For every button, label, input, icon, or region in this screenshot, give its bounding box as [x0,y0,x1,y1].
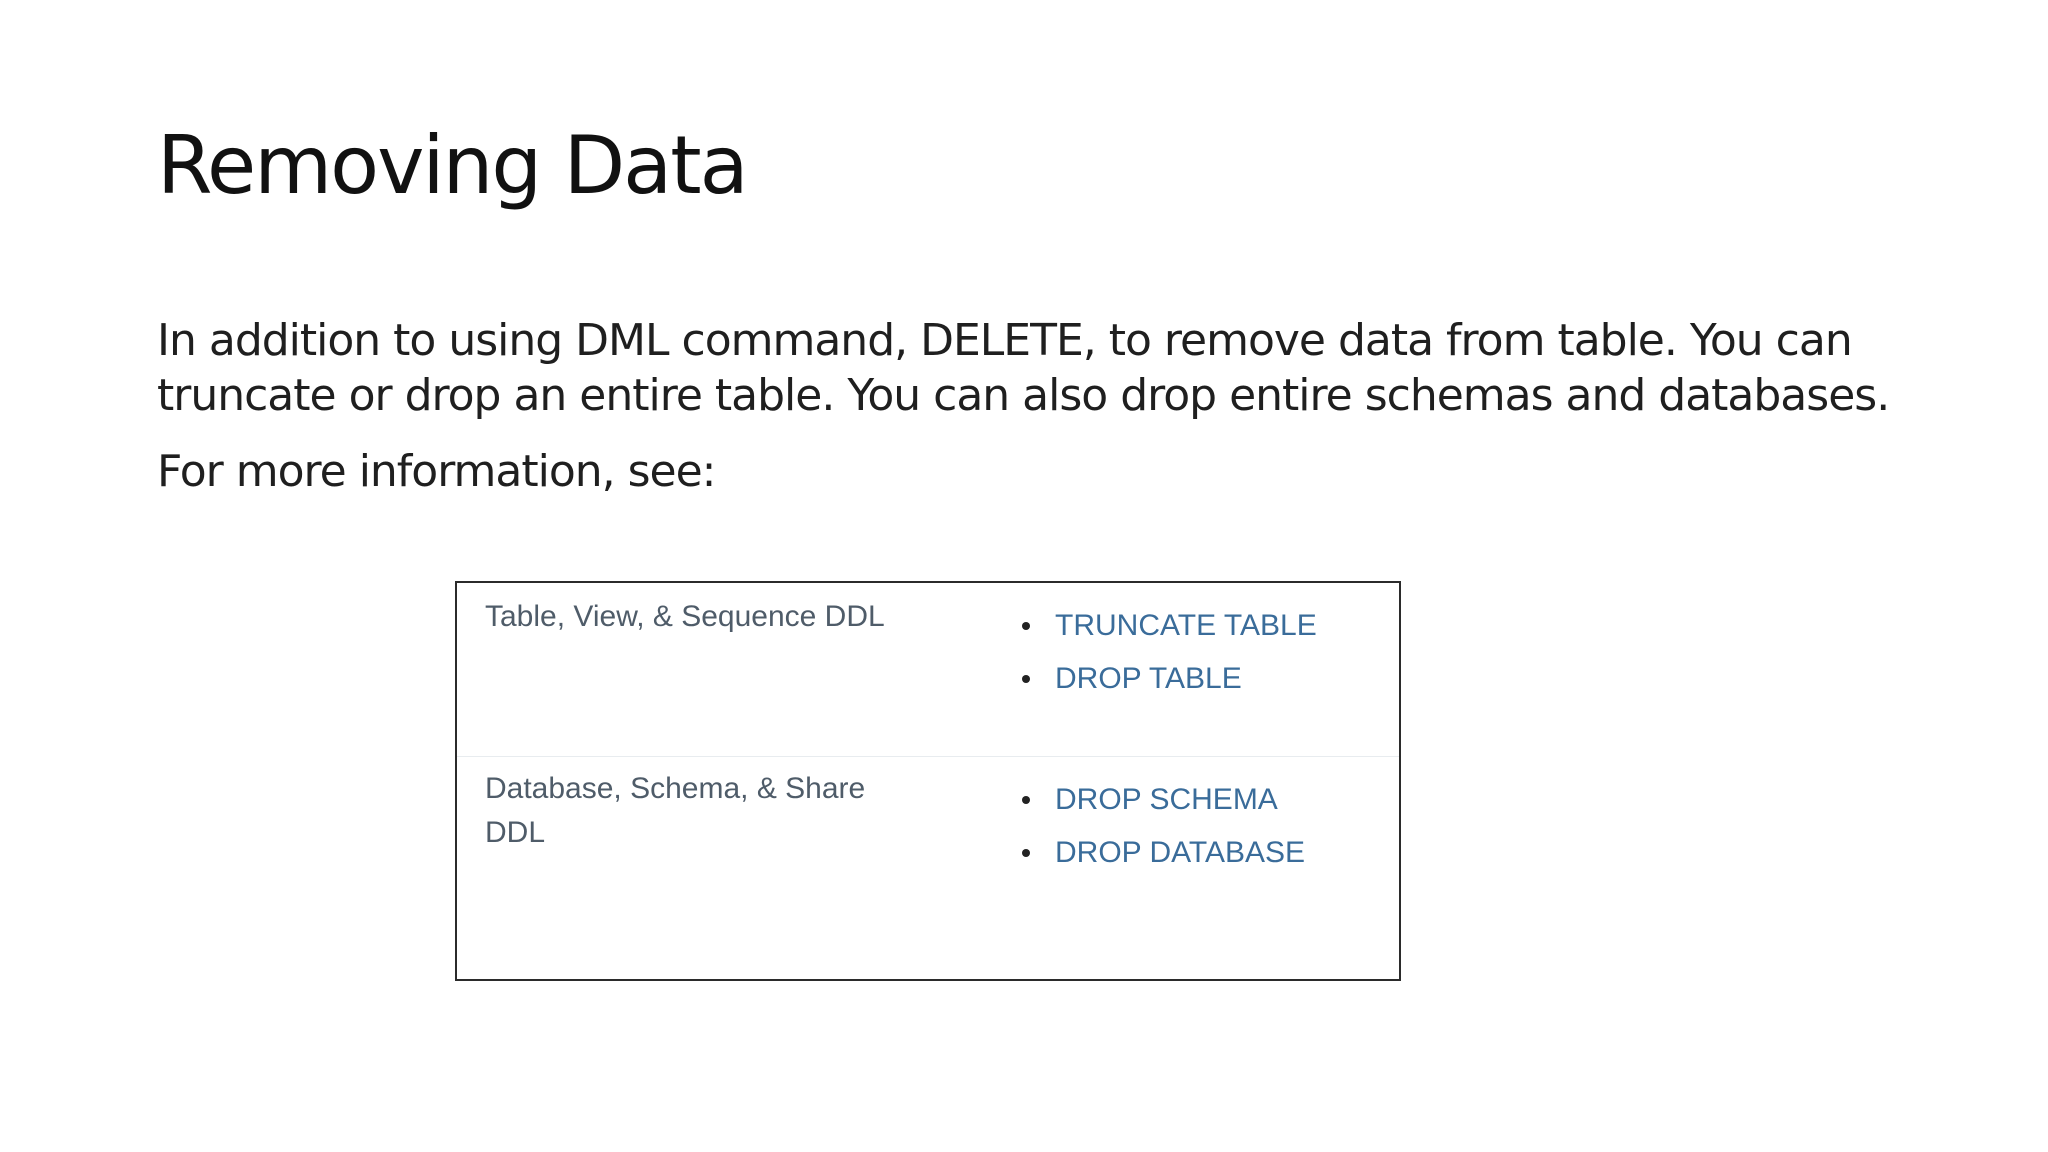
table-row [457,757,1399,979]
slide-title: Removing Data [157,119,747,212]
link-label: DROP SCHEMA [1055,783,1278,816]
bullet-icon [1022,796,1030,804]
link-label: TRUNCATE TABLE [1055,609,1317,642]
link-drop-database[interactable] [1022,831,1305,884]
intro-paragraph: In addition to using DML command, DELETE, to remove data from table. You can truncate or drop an entire table. You can also drop entire schemas and databases. [157,315,1890,421]
link-label: DROP TABLE [1055,662,1242,695]
table-row [457,583,1399,757]
link-label: DROP DATABASE [1055,836,1306,869]
link-drop-schema[interactable] [1022,778,1305,831]
category-label: Table, View, & Sequence DDL [485,600,885,633]
bullet-icon [1022,622,1030,630]
command-link-list [1022,604,1317,710]
bullet-icon [1022,675,1030,683]
see-also-paragraph: For more information, see: [157,446,716,497]
category-label: Database, Schema, & Share DDL [485,772,866,849]
command-link-list [1022,778,1305,884]
link-truncate-table[interactable] [1022,604,1317,657]
bullet-icon [1022,849,1030,857]
link-drop-table[interactable] [1022,657,1317,710]
reference-table-image [455,581,1401,981]
